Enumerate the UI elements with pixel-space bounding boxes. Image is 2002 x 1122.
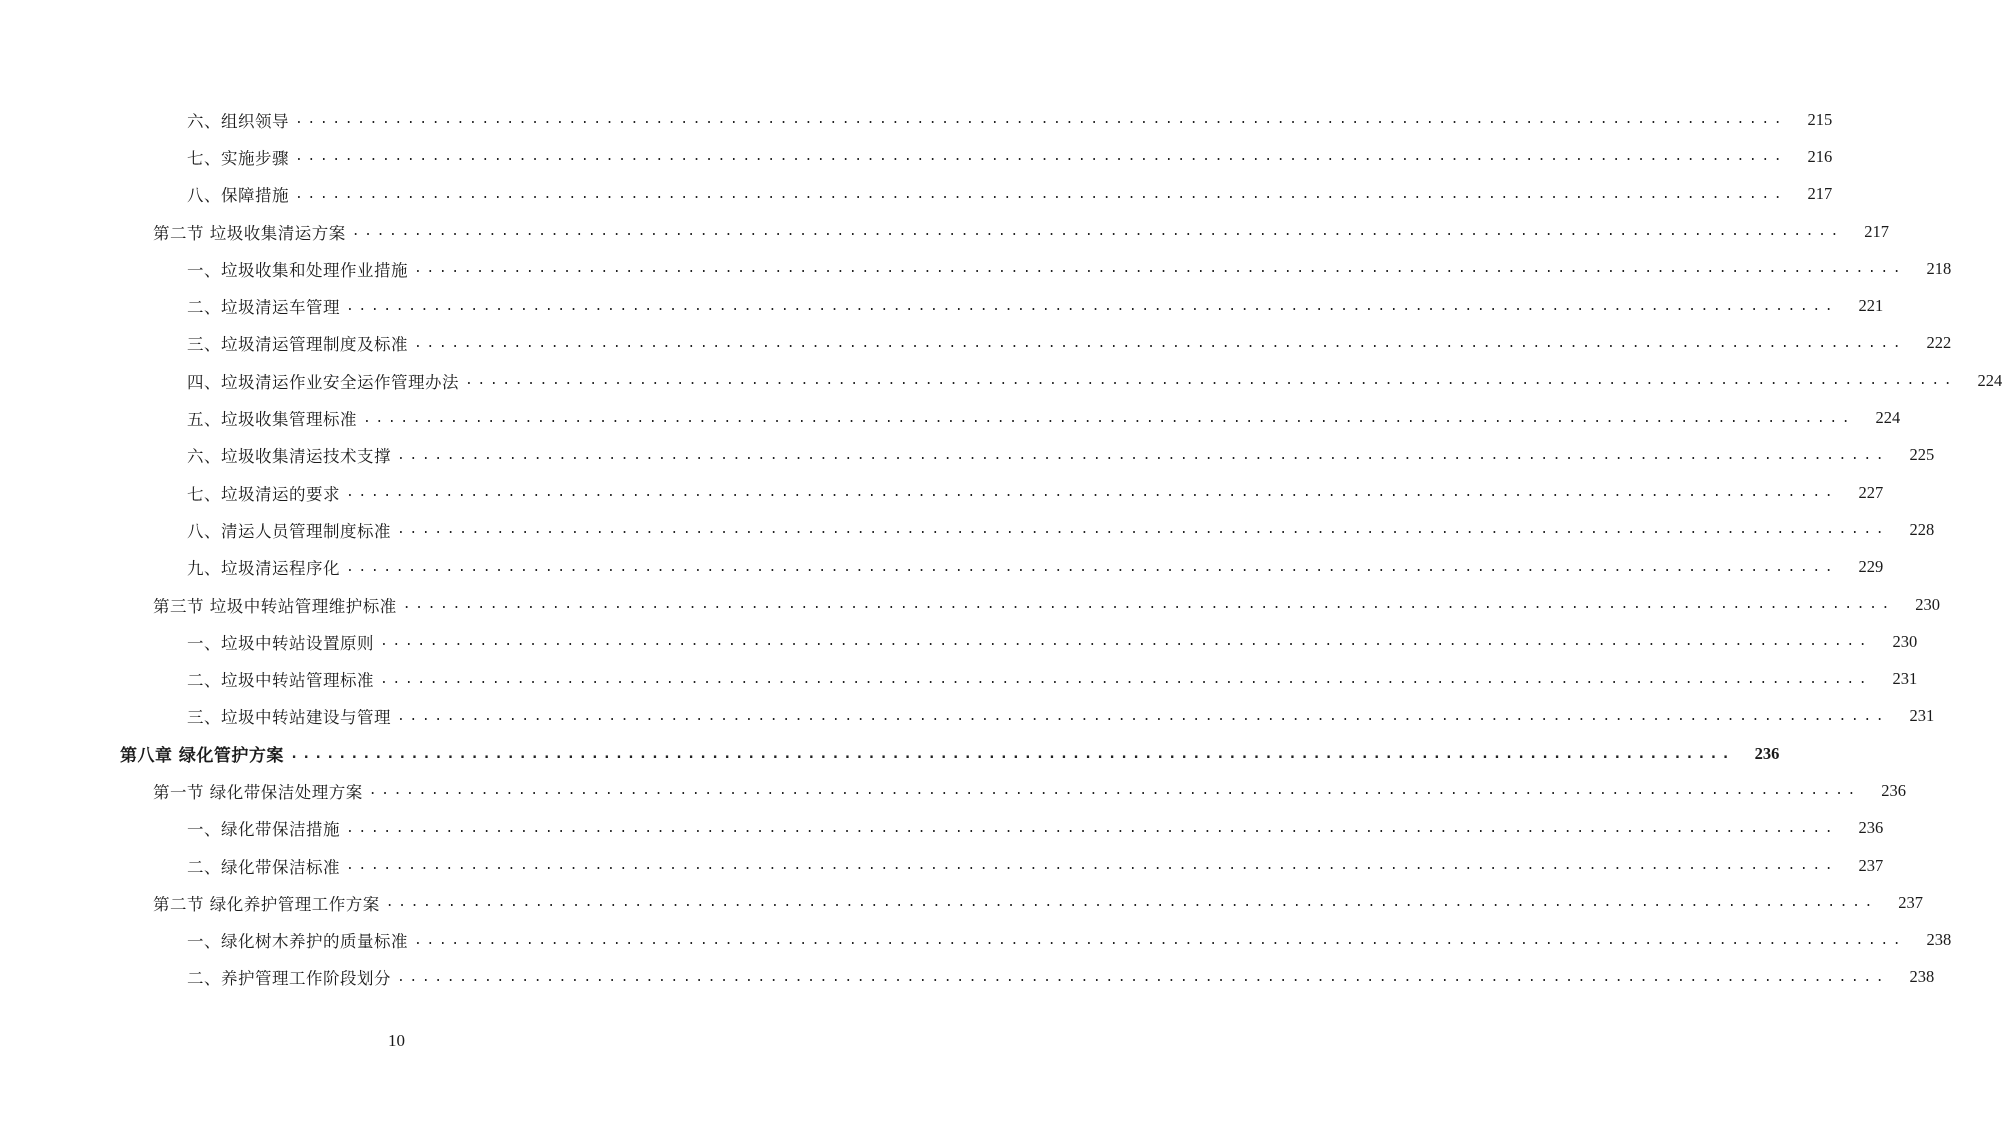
toc-entry-title: 五、垃圾收集管理标准 (187, 410, 357, 430)
dot-leader: ........................................................................................................................ (346, 485, 1838, 501)
toc-entry-page: 227 (1858, 482, 1884, 502)
toc-entry-page: 236 (1881, 780, 1906, 800)
dot-leader: ........................................................................................................................ (289, 745, 1734, 762)
toc-entry[interactable] (0, 474, 1884, 511)
toc-entry-title: 四、垃圾清运作业安全运作管理办法 (187, 372, 459, 392)
toc-entry-title: 二、养护管理工作阶段划分 (187, 969, 391, 989)
toc-entry-page: 225 (1909, 445, 1935, 465)
toc-entry-title: 二、垃圾中转站管理标准 (187, 671, 374, 691)
dot-leader: ........................................................................................................................ (368, 783, 1860, 799)
toc-entry-page: 236 (1858, 818, 1884, 838)
dot-leader: ........................................................................................................................ (346, 858, 1838, 874)
toc-section-entry[interactable] (0, 586, 1940, 623)
dot-leader: ........................................................................................................................ (402, 597, 1894, 612)
dot-leader: ........................................................................................................................ (380, 671, 1872, 687)
toc-entry-title: 二、绿化带保洁标准 (187, 857, 340, 877)
toc-entry-title: 六、组织领导 (187, 111, 289, 131)
toc-entry-page: 236 (1754, 743, 1780, 763)
dot-leader: ........................................................................................................................ (295, 186, 1787, 202)
toc-entry-page: 221 (1858, 296, 1884, 316)
toc-entry-page: 238 (1926, 930, 1952, 950)
toc-entry[interactable] (0, 549, 1884, 586)
toc-entry-page: 231 (1892, 669, 1918, 689)
toc-entry-title: 第二节 垃圾收集清运方案 (153, 223, 346, 243)
toc-entry[interactable] (0, 138, 1833, 175)
toc-entry[interactable] (0, 176, 1833, 213)
toc-entry-page: 224 (1977, 370, 2002, 390)
toc-entry-page: 224 (1875, 408, 1901, 428)
toc-entry-title: 八、清运人员管理制度标准 (187, 521, 391, 541)
toc-entry[interactable] (0, 362, 2002, 399)
toc-entry[interactable] (0, 959, 1935, 996)
dot-leader: ........................................................................................................................ (351, 224, 1843, 240)
dot-leader: ........................................................................................................................ (380, 634, 1872, 650)
toc-section-entry[interactable] (0, 772, 1906, 809)
toc-entry-title: 一、绿化带保洁措施 (187, 820, 340, 840)
toc-entry[interactable] (0, 922, 1952, 959)
dot-leader: ........................................................................................................................ (414, 335, 1906, 351)
toc-section-entry[interactable] (0, 884, 1923, 921)
dot-leader: ........................................................................................................................ (397, 447, 1889, 463)
toc-entry-title: 一、垃圾收集和处理作业措施 (187, 260, 408, 280)
dot-leader: ........................................................................................................................ (385, 895, 1877, 911)
toc-entry-title: 一、垃圾中转站设置原则 (187, 633, 374, 653)
toc-entry-page: 229 (1858, 557, 1884, 577)
toc-entry[interactable] (0, 287, 1884, 324)
dot-leader: ........................................................................................................................ (363, 410, 1855, 426)
toc-entry-title: 第三节 垃圾中转站管理维护标准 (153, 596, 397, 616)
toc-entry[interactable] (0, 511, 1935, 548)
toc-entry-page: 217 (1864, 221, 1889, 241)
dot-leader: ........................................................................................................................ (346, 559, 1838, 575)
toc-entry[interactable] (0, 660, 1918, 697)
toc-entry[interactable] (0, 399, 1901, 436)
toc-entry-title: 第一节 绿化带保洁处理方案 (153, 782, 363, 802)
toc-entry-page: 231 (1909, 706, 1935, 726)
toc-entry[interactable] (0, 437, 1935, 474)
toc-entry-title: 三、垃圾中转站建设与管理 (187, 708, 391, 728)
toc-entry-title: 七、实施步骤 (187, 148, 289, 168)
toc-entry-title: 六、垃圾收集清运技术支撑 (187, 447, 391, 467)
dot-leader: ........................................................................................................................ (397, 969, 1889, 985)
toc-entry-title: 第二节 绿化养护管理工作方案 (153, 894, 380, 914)
toc-entry-page: 238 (1909, 967, 1935, 987)
toc-entry-page: 217 (1807, 184, 1833, 204)
toc-entry[interactable] (0, 847, 1884, 884)
toc-entry[interactable] (0, 325, 1952, 362)
dot-leader: ........................................................................................................................ (397, 522, 1889, 538)
toc-entry-title: 九、垃圾清运程序化 (187, 559, 340, 579)
toc-entry[interactable] (0, 810, 1884, 847)
toc-entry-page: 222 (1926, 333, 1952, 353)
toc-entry-title: 七、垃圾清运的要求 (187, 484, 340, 504)
toc-entry-title: 八、保障措施 (187, 186, 289, 206)
toc-entry-title: 一、绿化树木养护的质量标准 (187, 932, 408, 952)
toc-entry-page: 237 (1858, 855, 1884, 875)
page-number: 10 (388, 1031, 405, 1050)
toc-entry-page: 237 (1898, 892, 1923, 912)
dot-leader: ........................................................................................................................ (465, 373, 1957, 389)
toc-entry[interactable] (0, 623, 1918, 660)
dot-leader: ........................................................................................................................ (414, 261, 1906, 277)
toc-entry[interactable] (0, 101, 1833, 138)
dot-leader: ........................................................................................................................ (346, 820, 1838, 836)
dot-leader: ........................................................................................................................ (295, 112, 1787, 128)
dot-leader: ........................................................................................................................ (346, 298, 1838, 314)
toc-chapter-entry[interactable] (0, 735, 1780, 772)
dot-leader: ........................................................................................................................ (414, 932, 1906, 948)
toc-entry[interactable] (0, 698, 1935, 735)
toc-entry-title: 三、垃圾清运管理制度及标准 (187, 335, 408, 355)
toc-entry-page: 228 (1909, 519, 1935, 539)
toc-section-entry[interactable] (0, 213, 1889, 250)
toc-entry-page: 218 (1926, 258, 1952, 278)
toc-entry-page: 215 (1807, 109, 1833, 129)
toc-entry-page: 230 (1892, 631, 1918, 651)
toc-entry-page: 216 (1807, 146, 1833, 166)
dot-leader: ........................................................................................................................ (397, 708, 1889, 724)
table-of-contents (0, 101, 2002, 996)
toc-entry-title: 第八章 绿化管护方案 (120, 746, 284, 767)
toc-entry-page: 230 (1915, 594, 1940, 614)
toc-entry[interactable] (0, 250, 1952, 287)
toc-entry-title: 二、垃圾清运车管理 (187, 298, 340, 318)
dot-leader: ........................................................................................................................ (295, 149, 1787, 165)
